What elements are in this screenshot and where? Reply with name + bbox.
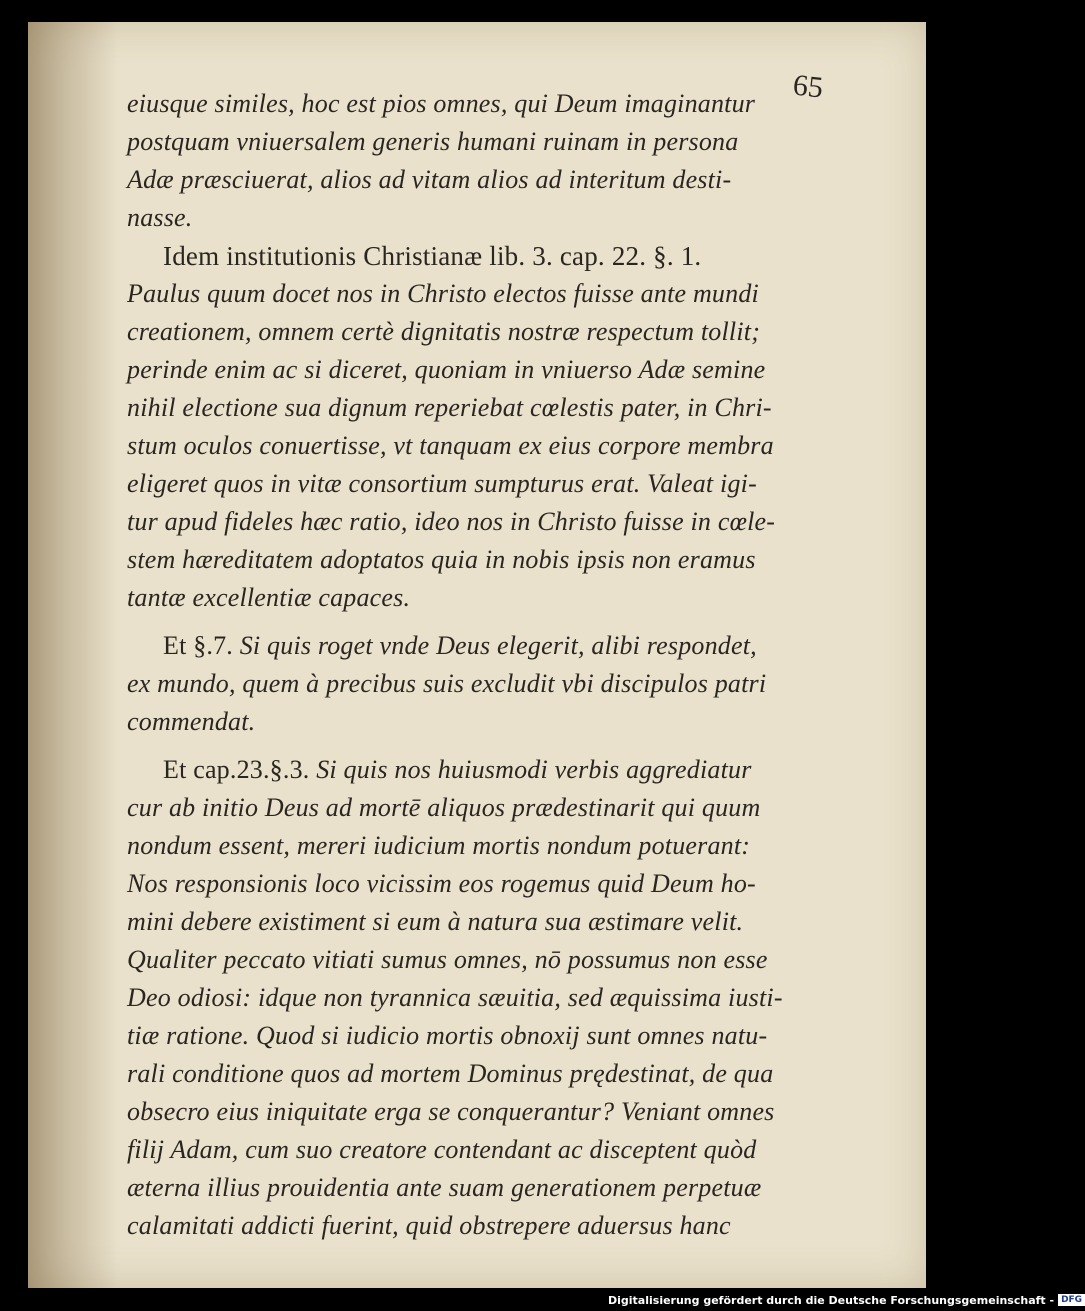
line-lead: Et cap.23.§.3. <box>163 755 310 784</box>
line-text: Paulus quum docet nos in Christo electos fuisse ante mundi <box>127 279 759 308</box>
text-line <box>127 1017 827 1055</box>
text-line <box>127 1169 827 1207</box>
text-line <box>127 389 827 427</box>
line-text: Si quis roget vnde Deus elegerit, alibi respondet, <box>239 631 757 660</box>
text-line <box>127 579 827 617</box>
text-line <box>127 237 827 275</box>
line-text: commendat. <box>127 707 256 736</box>
page-number: 65 <box>791 68 825 105</box>
text-line <box>127 627 827 665</box>
text-line <box>127 199 827 237</box>
line-text: æterna illius prouidentia ante suam generationem perpetuæ <box>127 1173 762 1202</box>
line-text: tur apud fideles hæc ratio, ideo nos in Christo fuisse in cœle- <box>127 507 776 536</box>
text-line <box>127 503 827 541</box>
line-lead: Et §.7. <box>163 631 234 660</box>
line-text: perinde enim ac si diceret, quoniam in vniuerso Adæ semine <box>127 355 766 384</box>
text-line <box>127 789 827 827</box>
line-text: filij Adam, cum suo creatore contendant ac disceptent quòd <box>127 1135 757 1164</box>
text-line <box>127 665 827 703</box>
line-text: postquam vniuersalem generis humani ruinam in persona <box>127 127 739 156</box>
text-line <box>127 703 827 741</box>
line-text: stum oculos conuertisse, vt tanquam ex eius corpore membra <box>127 431 774 460</box>
line-text: Si quis nos huiusmodi verbis aggrediatur <box>316 755 752 784</box>
text-line <box>127 123 827 161</box>
digitization-credit <box>608 1293 1085 1307</box>
text-line <box>127 427 827 465</box>
text-line <box>127 827 827 865</box>
text-line <box>127 275 827 313</box>
line-text: nondum essent, mereri iudicium mortis nondum potuerant: <box>127 831 751 860</box>
text-line <box>127 541 827 579</box>
credit-text: Digitalisierung gefördert durch die Deutsche Forschungsgemeinschaft - <box>608 1293 1055 1307</box>
text-line <box>127 903 827 941</box>
line-text: obsecro eius iniquitate erga se conquerantur? Veniant omnes <box>127 1097 775 1126</box>
line-text: calamitati addicti fuerint, quid obstrepere aduersus hanc <box>127 1211 731 1240</box>
body-text <box>127 85 827 1245</box>
text-line <box>127 1093 827 1131</box>
line-text: eligeret quos in vitæ consortium sumpturus erat. Valeat igi- <box>127 469 757 498</box>
text-line <box>127 1207 827 1245</box>
line-text: cur ab initio Deus ad mortē aliquos prædestinarit qui quum <box>127 793 761 822</box>
dfg-logo: DFG <box>1058 1294 1085 1306</box>
text-line <box>127 751 827 789</box>
text-line <box>127 161 827 199</box>
line-text: Adæ præsciuerat, alios ad vitam alios ad interitum desti- <box>127 165 732 194</box>
line-text: rali conditione quos ad mortem Dominus prędestinat, de qua <box>127 1059 774 1088</box>
line-text: mini debere existiment si eum à natura sua æstimare velit. <box>127 907 744 936</box>
line-text: creationem, omnem certè dignitatis nostræ respectum tollit; <box>127 317 761 346</box>
line-text: Nos responsionis loco vicissim eos rogemus quid Deum ho- <box>127 869 756 898</box>
line-text: nihil electione sua dignum reperiebat cœlestis pater, in Chri- <box>127 393 772 422</box>
text-line <box>127 865 827 903</box>
text-line <box>127 979 827 1017</box>
line-text: tiæ ratione. Quod si iudicio mortis obnoxij sunt omnes natu- <box>127 1021 768 1050</box>
line-text: ex mundo, quem à precibus suis excludit vbi discipulos patri <box>127 669 767 698</box>
line-text: Deo odiosi: idque non tyrannica sæuitia, sed æquissima iusti- <box>127 983 783 1012</box>
text-line <box>127 1131 827 1169</box>
text-line <box>127 351 827 389</box>
line-text: tantæ excellentiæ capaces. <box>127 583 411 612</box>
line-text: Qualiter peccato vitiati sumus omnes, nō possumus non esse <box>127 945 768 974</box>
line-text: Idem institutionis Christianæ lib. 3. cap. 22. §. 1. <box>163 241 702 271</box>
line-text: stem hæreditatem adoptatos quia in nobis ipsis non eramus <box>127 545 756 574</box>
line-text: eiusque similes, hoc est pios omnes, qui Deum imaginantur <box>127 89 756 118</box>
text-line <box>127 465 827 503</box>
text-line <box>127 313 827 351</box>
text-line <box>127 85 827 123</box>
line-text: nasse. <box>127 203 193 232</box>
text-line <box>127 941 827 979</box>
text-line <box>127 1055 827 1093</box>
